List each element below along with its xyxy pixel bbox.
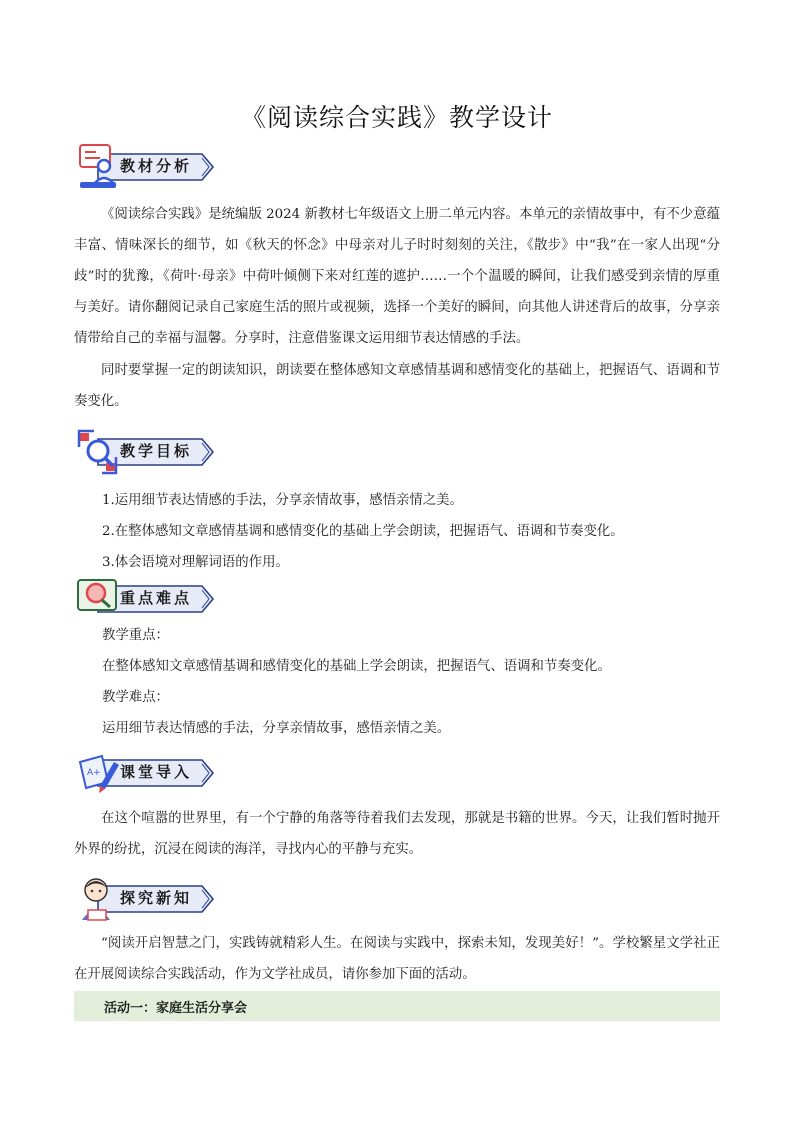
search-book-icon: [76, 574, 120, 624]
section-heading-label: 教材分析: [120, 157, 193, 175]
goal-item-2: 2.在整体感知文章感情基调和感情变化的基础上学会朗读，把握语气、语调和节奏变化。: [102, 524, 624, 539]
section-heading-keypoints: [76, 574, 226, 622]
teaching-board-icon: [76, 142, 120, 192]
difficulty-text: 运用细节表达情感的手法，分享亲情故事，感悟亲情之美。: [102, 721, 451, 736]
focus-label: 教学重点：: [102, 628, 169, 643]
analysis-paragraph-2: 同时要掌握一定的朗读知识，朗读要在整体感知文章感情基调和感情变化的基础上，把握语气、语调和节奏变化。: [74, 363, 720, 409]
section-heading-label: 重点难点: [120, 589, 193, 607]
svg-text:A+: A+: [87, 768, 101, 778]
difficulty-label: 教学难点：: [102, 690, 169, 705]
section-heading-label: 课堂导入: [120, 763, 193, 781]
pencil-note-icon: [76, 748, 120, 798]
intro-paragraph: 在这个喧嚣的世界里，有一个宁静的角落等待着我们去发现，那就是书籍的世界。今天，让我们暂时抛开外界的纷扰，沉浸在阅读的海洋，寻找内心的平静与充实。: [74, 811, 720, 857]
focus-text: 在整体感知文章感情基调和感情变化的基础上学会朗读，把握语气、语调和节奏变化。: [102, 659, 611, 674]
goal-item-1: 1.运用细节表达情感的手法，分享亲情故事，感悟亲情之美。: [102, 493, 463, 508]
section-heading-label: 教学目标: [120, 442, 193, 460]
section-heading-analysis: [76, 142, 226, 190]
section-heading-explore: [76, 874, 226, 922]
goal-item-3: 3.体会语境对理解词语的作用。: [102, 555, 289, 570]
explore-paragraph: “阅读开启智慧之门，实践铸就精彩人生。在阅读与实践中，探索未知，发现美好！”。学校繁星文学社正在开展阅读综合实践活动，作为文学社成员，请你参加下面的活动。: [74, 936, 720, 982]
analysis-paragraph-1: 《阅读综合实践》是统编版 2024 新教材七年级语文上册二单元内容。本单元的亲情故事中，有不少意蕴丰富、情味深长的细节，如《秋天的怀念》中母亲对儿子时时刻刻的关注，《散步》中“我”在一家人出现“分歧”时的犹豫，《荷叶·母亲》中荷叶倾侧下来对红莲的遮护……一个个温暖的瞬间，让我们感受到亲情的厚重与美好。请你翻阅记录自己家庭生活的照片或视频，选择一个美好的瞬间，向其他人讲述背后的故事，分享亲情带给自己的幸福与温馨。分享时，注意借鉴课文运用细节表达情感的手法。: [74, 207, 720, 346]
section-heading-label: 探究新知: [120, 889, 193, 907]
section-heading-intro: [76, 748, 226, 796]
page-title: 《阅读综合实践》教学设计: [240, 103, 553, 132]
activity-bar: [74, 991, 720, 1021]
student-reading-icon: [76, 874, 120, 924]
activity-title: 活动一：家庭生活分享会: [104, 1001, 248, 1016]
target-magnifier-icon: [76, 427, 120, 477]
section-heading-goals: [76, 427, 226, 475]
